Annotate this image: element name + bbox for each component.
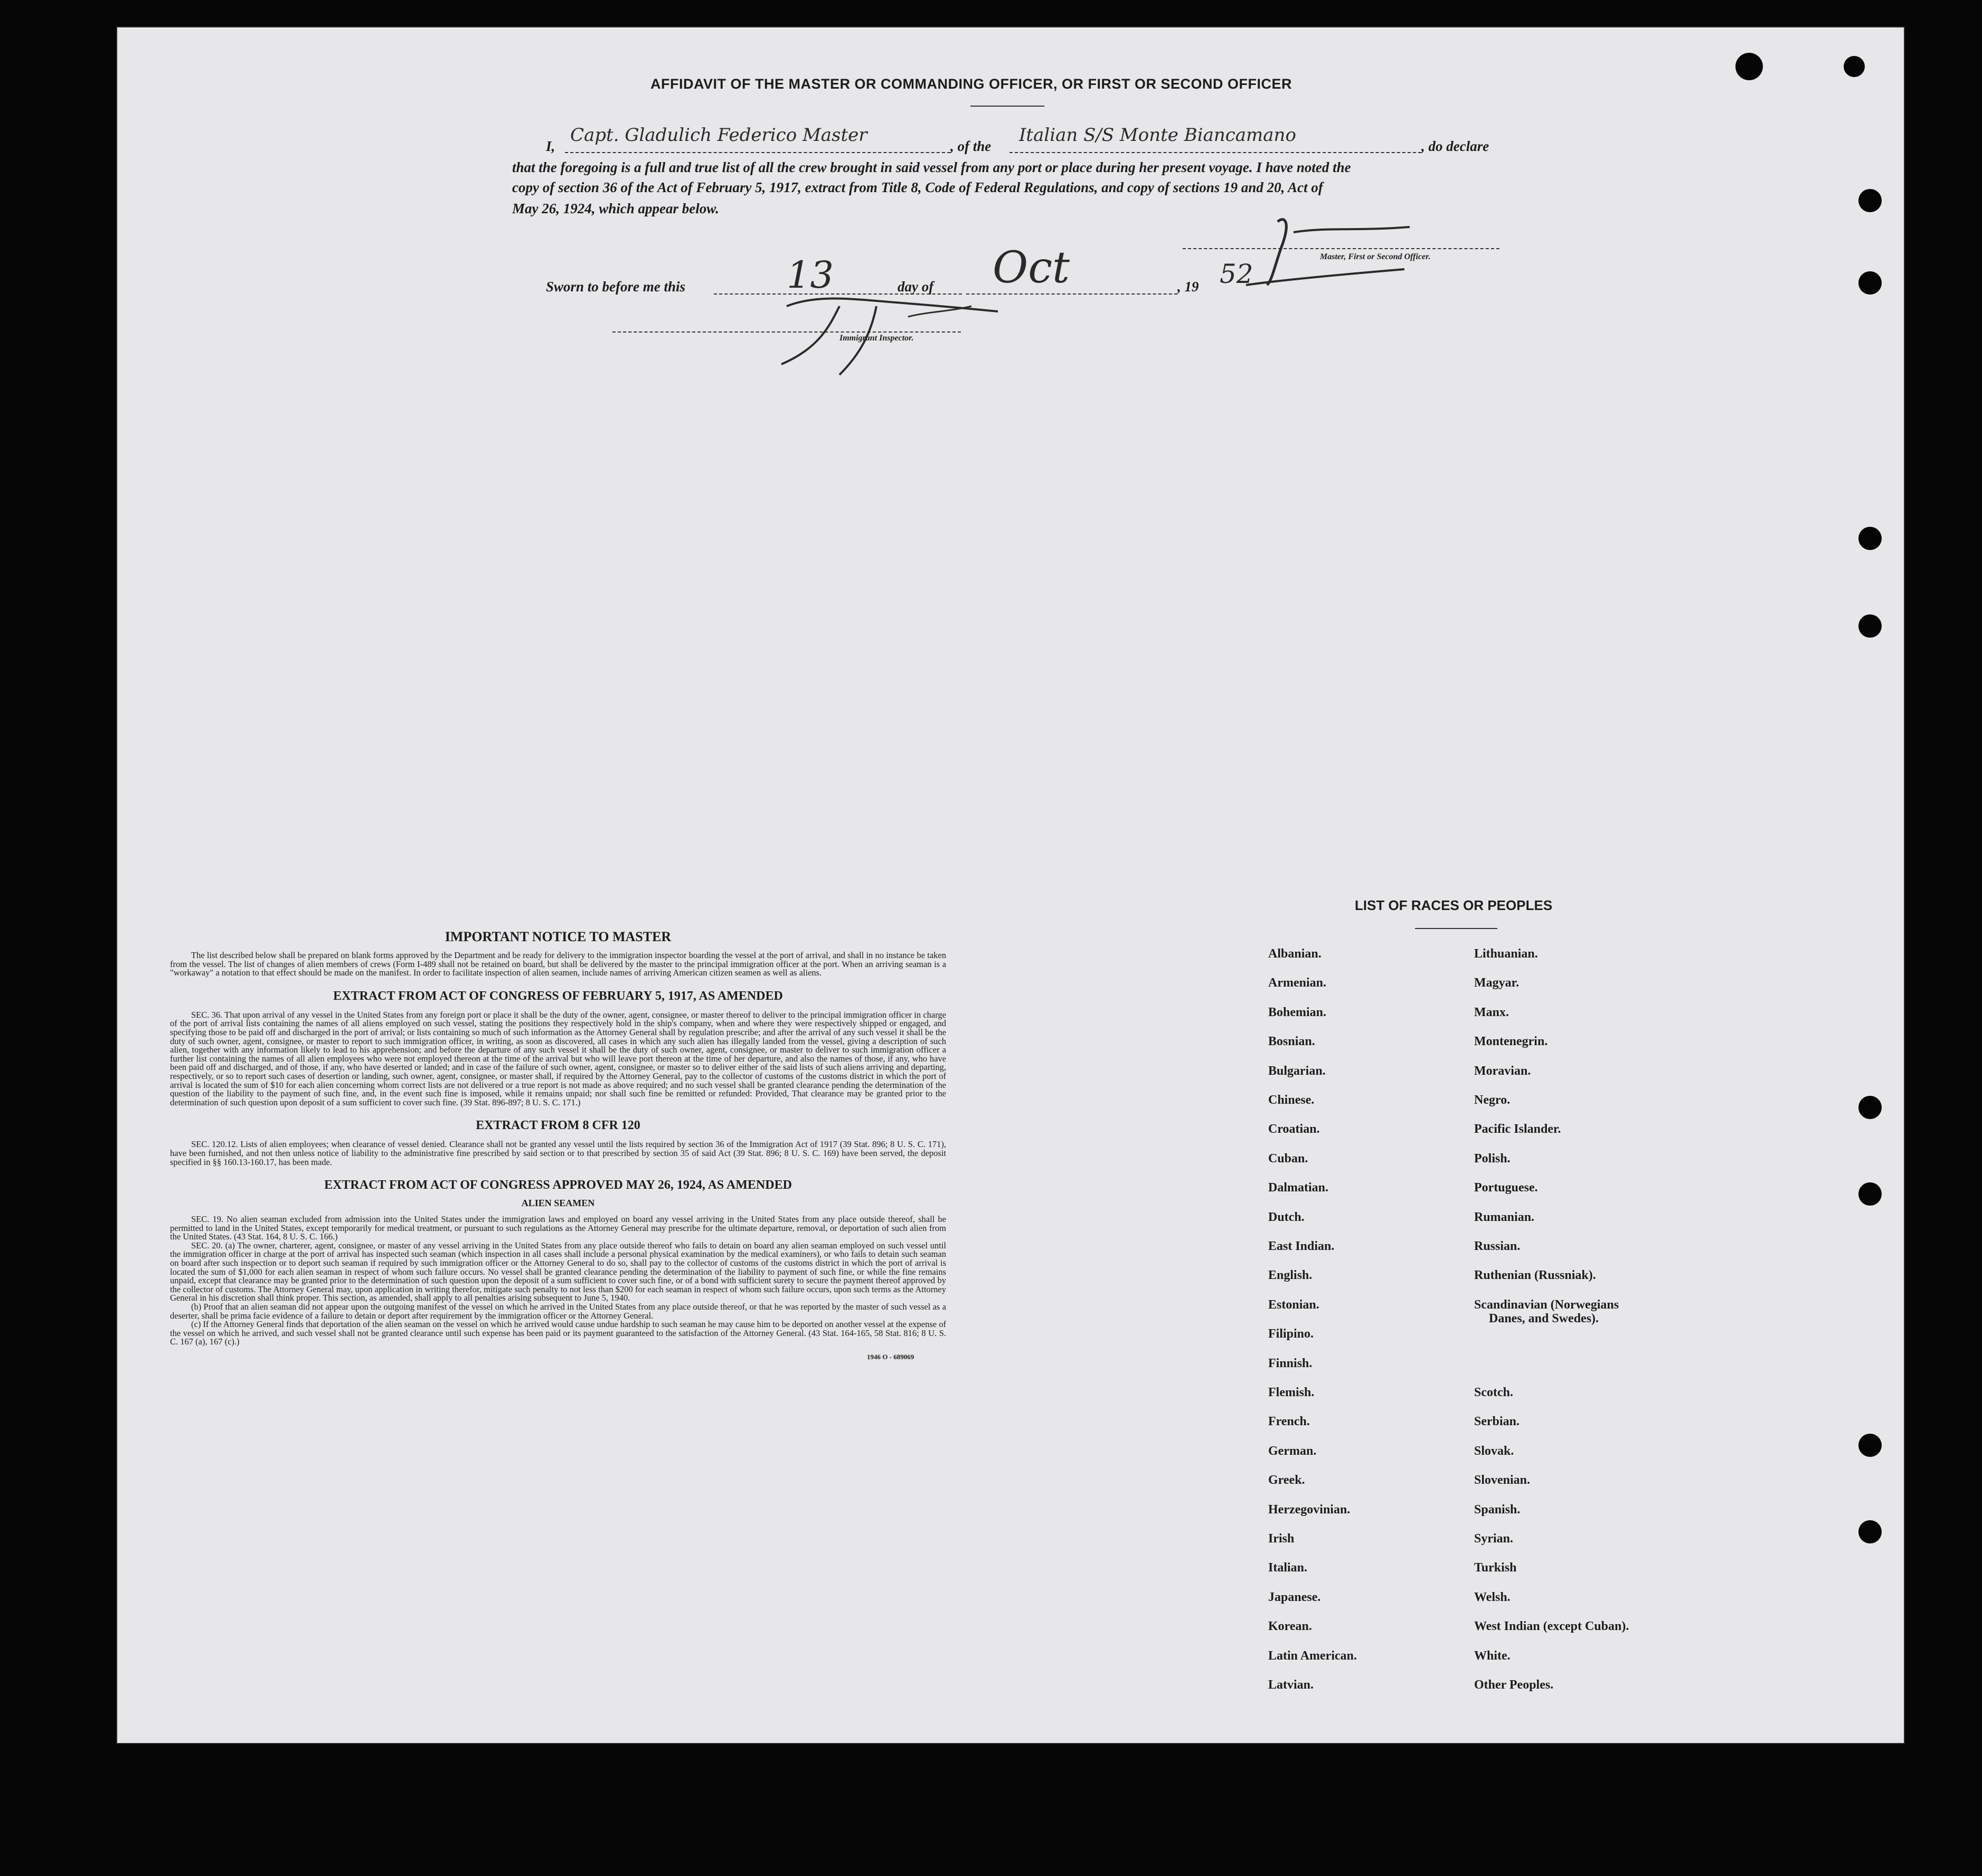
race-item: English. — [1268, 1268, 1313, 1283]
race-item: White. — [1474, 1648, 1511, 1663]
print-code: 1946 O - 689069 — [867, 1353, 914, 1361]
extract-1924-title: EXTRACT FROM ACT OF CONGRESS APPROVED MAY 26, 1924, AS AMENDED — [324, 1178, 792, 1192]
binder-hole — [1858, 614, 1882, 638]
race-item: Portuguese. — [1474, 1181, 1538, 1195]
race-item: Bosnian. — [1268, 1035, 1315, 1049]
race-item: Welsh. — [1474, 1590, 1511, 1604]
race-item: Turkish — [1474, 1561, 1517, 1575]
master-name-line — [565, 152, 950, 153]
year-handwritten: 52 — [1220, 259, 1253, 289]
binder-hole — [1858, 1096, 1882, 1119]
vessel-handwritten: Italian S/S Monte Biancamano — [1019, 125, 1296, 146]
race-item: Latvian. — [1268, 1678, 1314, 1692]
race-item: Other Peoples. — [1474, 1678, 1554, 1692]
race-item: Scandinavian (Norwegians — [1474, 1297, 1619, 1312]
heading-rule — [970, 106, 1044, 107]
race-item: Serbian. — [1474, 1415, 1520, 1429]
race-item: Syrian. — [1474, 1532, 1514, 1546]
legal-extracts-column — [170, 929, 946, 1361]
race-item: Flemish. — [1268, 1386, 1315, 1399]
race-item: Herzegovinian. — [1268, 1502, 1351, 1517]
binder-hole — [1858, 1520, 1882, 1543]
race-item: Magyar. — [1474, 976, 1519, 990]
sec-20b-text: (b) Proof that an alien seaman did not appear upon the outgoing manifest of the vessel on which he arrived in the United States from any place outside thereof, or that he was reported by the master of such vessel as a deserter, shall be prima facie evidence of a failure to detain or deport after requirement by the immigration officer or the Attorney General. — [170, 1302, 946, 1321]
sworn-text: Sworn to before me this — [546, 279, 686, 295]
race-item: Slovenian. — [1474, 1473, 1531, 1487]
race-item: Rumanian. — [1474, 1210, 1535, 1224]
race-item: Spanish. — [1474, 1502, 1521, 1517]
month-handwritten: Oct — [993, 243, 1070, 293]
race-item: Dutch. — [1268, 1210, 1305, 1224]
race-item: Croatian. — [1268, 1122, 1320, 1136]
race-item: Manx. — [1474, 1005, 1509, 1019]
race-item: Filipino. — [1268, 1327, 1314, 1341]
race-item: Ruthenian (Russniak). — [1474, 1268, 1596, 1283]
notice-text: The list described below shall be prepared on blank forms approved by the Department and be ready for delivery to the immigration inspector boarding the vessel at the port of arrival, and shall in no instance be taken from the vessel. The list of changes of alien members of crews (Form I-489 shall not be retained on board, but shall be delivered by the master to the principal immigration officer at the port. When an arriving seaman is a "workaway" a notation to that effect should be made on the manifest. In order to facilitate inspection of alien seamen, include names of arriving American citizen seamen as well as aliens. — [170, 950, 946, 978]
race-item: Russian. — [1474, 1239, 1521, 1253]
race-item: Moravian. — [1474, 1064, 1531, 1078]
race-item: Negro. — [1474, 1093, 1511, 1107]
master-name-handwritten: Capt. Gladulich Federico Master — [570, 125, 867, 146]
race-item: Danes, and Swedes). — [1489, 1311, 1599, 1325]
race-item: Pacific Islander. — [1474, 1122, 1561, 1136]
race-item: Italian. — [1268, 1561, 1308, 1575]
race-item: Armenian. — [1268, 976, 1326, 990]
race-item: Irish — [1268, 1532, 1295, 1546]
race-item: Scotch. — [1474, 1386, 1513, 1399]
affidavit-line-3: copy of section 36 of the Act of February 5, 1917, extract from Title 8, Code of Federal Regulations, and copy of sections 19 and 20, Act of — [512, 179, 1323, 195]
day-of-text: day of — [898, 279, 934, 295]
extract-1917-title: EXTRACT FROM ACT OF CONGRESS OF FEBRUARY 5, 1917, AS AMENDED — [333, 989, 783, 1003]
binder-hole — [1858, 1182, 1882, 1206]
sec-20a-text: SEC. 20. (a) The owner, charterer, agent, consignee, or master of any vessel arriving in the United States from any place outside thereof who fails to detain on board any alien seaman employed on such vessel until the immigration officer in charge at the port of arrival has inspected such seaman (which inspection in all cases shall include a personal physical examination by the medical examiners), or who fails to detain such seaman on board after such inspection or to deport such seaman if required by such immigration officer or the Attorney General to do so, shall pay to the collector of customs of the customs district in which the port of arrival is located the sum of $1,000 for each alien seaman in respect of whom such failure occurs. No vessel shall be granted clearance pending the determination of the liability to payment of such fine, or while the fine remains unpaid, except that clearance may be granted prior to the determination of such question upon the deposit of a sum sufficient to cover such fine, or of a bond with sufficient surety to secure the payment thereof approved by the collector of customs. The Attorney General may, upon application in writing therefor, mitigate such penalty to not less than $200 for each seaman in respect of whom such failure occurs, upon such terms as the Attorney General in his discretion shall think proper. This section, as amended, shall apply to all penalties arising subsequent to June 5, 1940. — [170, 1240, 946, 1303]
race-item: Montenegrin. — [1474, 1035, 1548, 1049]
affidavit-heading: AFFIDAVIT OF THE MASTER OR COMMANDING OFFICER, OR FIRST OR SECOND OFFICER — [650, 76, 1292, 92]
affidavit-line-4: May 26, 1924, which appear below. — [512, 201, 720, 216]
race-item: Greek. — [1268, 1473, 1305, 1487]
race-item: Japanese. — [1268, 1590, 1321, 1604]
race-item: Dalmatian. — [1268, 1181, 1328, 1195]
sec-20c-text: (c) If the Attorney General finds that deportation of the alien seaman on the vessel on which he arrived would cause undue hardship to such seaman he may cause him to be deported on another vessel at the expense of the vessel on which he arrived, and such vessel shall not be granted clearance until such expense has been paid or its payment guaranteed to the satisfaction of the Attorney General. (43 Stat. 164-165, 58 Stat. 816; 8 U. S. C. 167 (a), 167 (c).) — [170, 1319, 946, 1347]
binder-hole — [1858, 527, 1882, 550]
extract-cfr-title: EXTRACT FROM 8 CFR 120 — [476, 1119, 640, 1133]
race-item: German. — [1268, 1444, 1317, 1458]
extract-1917-text: SEC. 36. That upon arrival of any vessel in the United States from any foreign port or place it shall be the duty of the owner, agent, consignee, or master thereof to deliver to the principal immigration officer in charge of the port of arrival lists containing the names of all aliens employed on such vessel, stating the positions they respectively hold in the ship's company, when and where they were respectively shipped or engaged, and specifying those to be paid off and discharged in the port of arrival; or lists containing so much of such information as the Attorney General shall by regulation prescribe; and after the arrival of any such vessel it shall be the duty of such owner, agent, consignee, or master to report to such immigration officer, in writing, as soon as discovered, all cases in which any such alien has illegally landed from the vessel, giving a description of such alien, together with any information likely to lead to his apprehension; and before the departure of any such vessel it shall be the duty of such owner, agent, consignee, or master to deliver to such immigration officer a further list containing the names of all alien employees who were not employed thereon at the time of the arrival but who will leave port thereon at the time of her departure, and also the names of those, if any, who have been paid off and discharged, and of those, if any, who have deserted or landed; and in case of the failure of such owner, agent, consignee, or master so to deliver either of the said lists of such aliens arriving and departing, respectively, or so to report such cases of desertion or landing, such owner, agent, consignee, or master shall, if required by the Attorney General, pay to the collector of customs of the customs district in which the port of arrival is located the sum of $10 for each alien concerning whom correct lists are not delivered or a true report is not made as above required; and no such vessel shall be granted clearance pending the determination of the question of the liability to the payment of such fine, and, in the event such fine is imposed, while it remains unpaid; nor shall such fine be remitted or refunded: Provided, That clearance may be granted prior to the determination of such question upon deposit of a sum sufficient to cover such fine. (39 Stat. 896-897; 8 U. S. C. 171.) — [170, 1009, 946, 1107]
binder-hole — [1858, 189, 1882, 212]
race-item: Latin American. — [1268, 1648, 1357, 1663]
day-handwritten: 13 — [787, 253, 834, 297]
binder-hole — [1844, 56, 1865, 77]
race-item: Estonian. — [1268, 1297, 1319, 1312]
binder-hole — [1858, 271, 1882, 295]
race-item: Finnish. — [1268, 1356, 1313, 1370]
master-signature-label: Master, First or Second Officer. — [1320, 252, 1431, 261]
race-item: East Indian. — [1268, 1239, 1335, 1253]
race-item: Korean. — [1268, 1619, 1312, 1634]
races-title-rule — [1415, 928, 1497, 929]
race-item: Cuban. — [1268, 1151, 1308, 1166]
race-item: West Indian (except Cuban). — [1474, 1619, 1629, 1634]
notice-title: IMPORTANT NOTICE TO MASTER — [445, 929, 672, 944]
races-title: LIST OF RACES OR PEOPLES — [1355, 897, 1553, 913]
vessel-line — [1009, 152, 1421, 153]
do-declare-text: , do declare — [1421, 138, 1489, 154]
race-item: Polish. — [1474, 1151, 1511, 1166]
affidavit-i: I, — [546, 138, 555, 154]
race-item: Bohemian. — [1268, 1005, 1327, 1019]
inspector-label: Immigrant Inspector. — [839, 334, 914, 343]
race-item: Slovak. — [1474, 1444, 1514, 1458]
race-item: Bulgarian. — [1268, 1064, 1326, 1078]
race-item: French. — [1268, 1415, 1310, 1429]
race-item: Lithuanian. — [1474, 947, 1538, 961]
inspector-signature — [771, 274, 1066, 380]
sec-19-text: SEC. 19. No alien seaman excluded from admission into the United States under the immigration laws and employed on board any vessel arriving in the United States from any place outside thereof, shall be permitted to land in the United States, except temporarily for medical treatment, or pursuant to such regulations as the Attorney General may prescribe for the ultimate departure, removal, or deportation of such alien from the United States. (43 Stat. 164, 8 U. S. C. 166.) — [170, 1214, 946, 1242]
year-prefix-text: , 19 — [1177, 279, 1199, 295]
affidavit-line-2: that the foregoing is a full and true list of all the crew brought in said vessel from any port or place during her present voyage. I have noted the — [512, 159, 1351, 175]
race-item: Albanian. — [1268, 947, 1322, 961]
race-item: Chinese. — [1268, 1093, 1315, 1107]
of-the-text: , of the — [950, 138, 992, 154]
binder-hole — [1858, 1434, 1882, 1457]
alien-seamen-subtitle: ALIEN SEAMEN — [521, 1198, 595, 1209]
binder-hole — [1735, 53, 1763, 80]
extract-cfr-text: SEC. 120.12. Lists of alien employees; when clearance of vessel denied. Clearance shall not be granted any vessel until the lists required by section 36 of the Immigration Act of 1917 (39 Stat. 896; 8 U. S. C. 171), have been furnished, and not then unless notice of liability to the administrative fine prescribed by said section or to that prescribed by section 35 of said Act (39 Stat. 896; 8 U. S. C. 169) have been served, the deposit specified in §§ 160.13-160.17, has been made. — [170, 1139, 946, 1167]
